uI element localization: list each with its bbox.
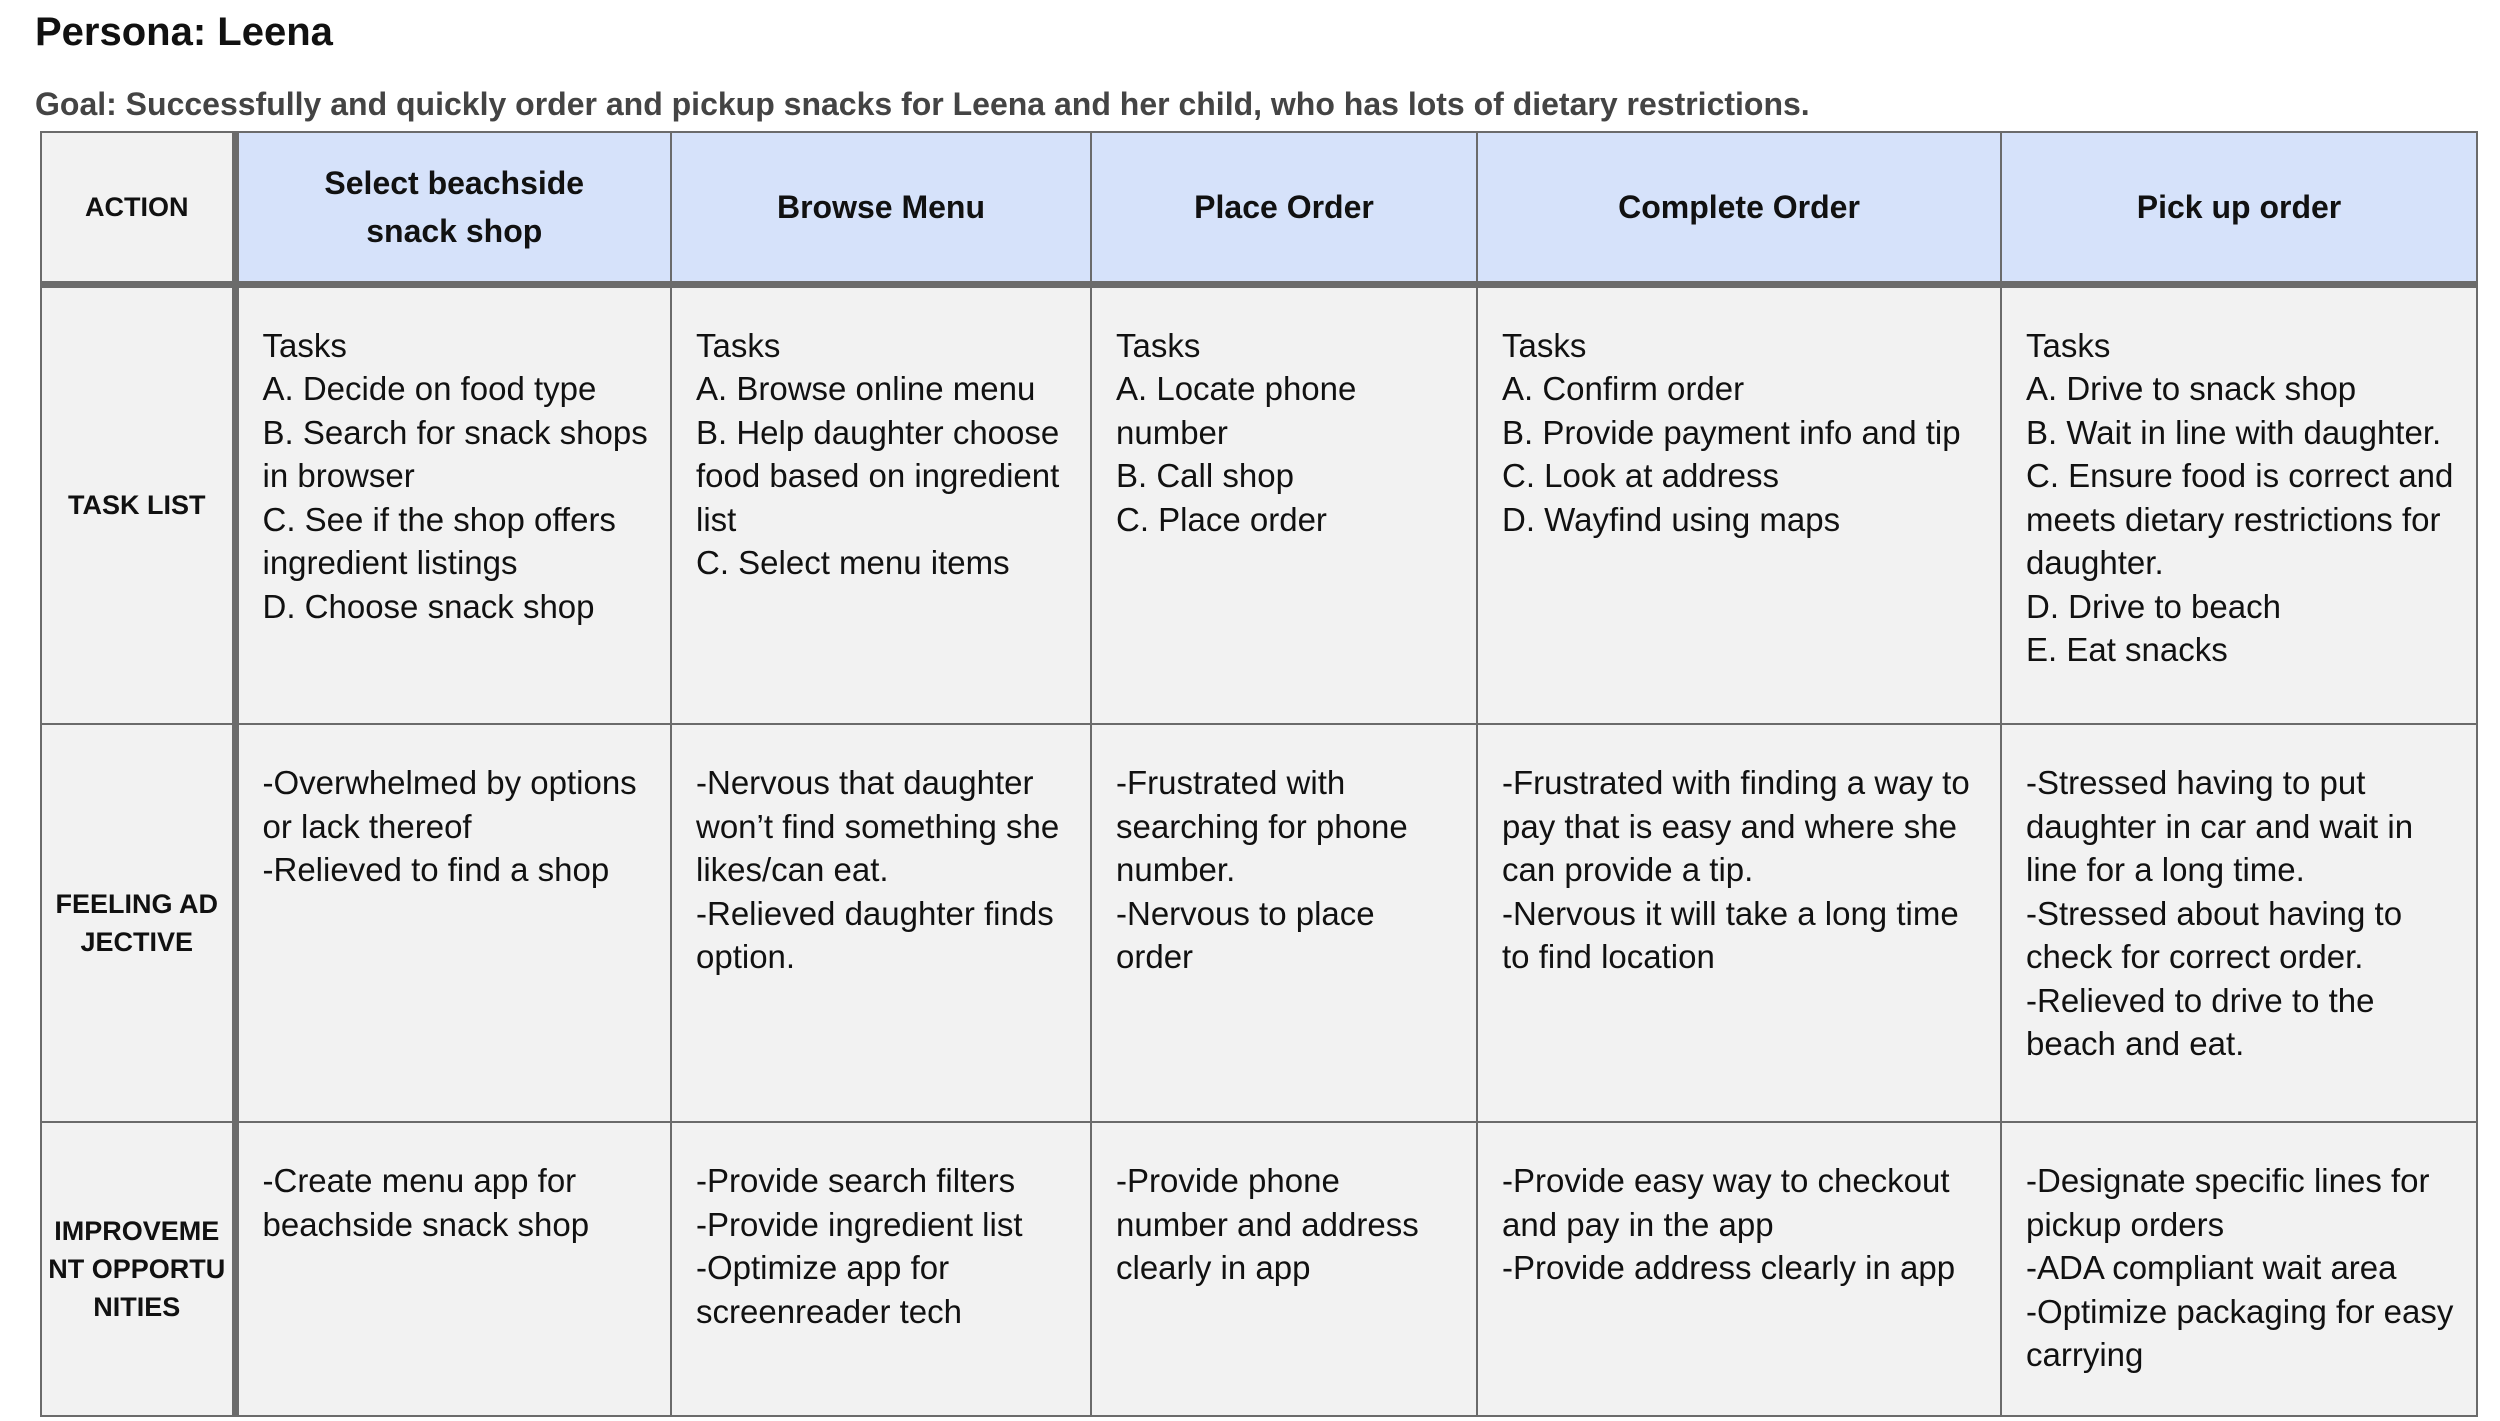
goal-statement: Goal: Successfully and quickly order and pickup snacks for Leena and her child, who has lots of dietary restrictions. <box>35 86 1810 122</box>
cell-line: A. Confirm order <box>1502 370 1745 407</box>
cell-line: -Frustrated with searching for phone number. <box>1116 764 1408 888</box>
cell-line: Tasks <box>1502 326 1587 364</box>
cell-line: D. Drive to beach <box>2026 587 2281 625</box>
cell-line: -Provide search filters <box>696 1162 1016 1199</box>
improvement-cell <box>1091 1122 1477 1416</box>
cell-line: C. Place order <box>1116 500 1327 538</box>
feeling-cell <box>1477 724 2001 1122</box>
task-cell <box>1477 284 2001 724</box>
cell-line: D. Choose snack shop <box>262 587 595 625</box>
row-header-action: ACTION <box>41 132 235 284</box>
improvement-cell <box>2001 1122 2477 1416</box>
task-cell <box>1091 284 1477 724</box>
cell-line: Tasks <box>2026 326 2111 364</box>
column-header: Pick up order <box>2001 132 2477 284</box>
cell-line: -Relieved daughter finds option. <box>696 894 1054 975</box>
cell-line: -Provide ingredient list <box>696 1205 1023 1243</box>
cell-line: C. Select menu items <box>696 544 1010 581</box>
cell-line: A. Browse online menu <box>696 370 1036 407</box>
cell-line: -Nervous that daughter won’t find something she likes/can eat. <box>696 764 1060 888</box>
cell-line: Tasks <box>1116 326 1201 364</box>
cell-line: Tasks <box>696 326 781 364</box>
cell-line: -Stressed having to put daughter in car and wait in line for a long time. <box>2026 764 2414 888</box>
cell-line: -Relieved to drive to the beach and eat. <box>2026 981 2375 1062</box>
cell-line: Tasks <box>262 326 347 364</box>
cell-line: B. Call shop <box>1116 457 1294 494</box>
row-header-task-list: TASK LIST <box>41 284 235 724</box>
cell-line: C. See if the shop offers ingredient listings <box>262 500 616 581</box>
column-header: Select beachside snack shop <box>235 132 671 284</box>
cell-line: -Designate specific lines for pickup orders <box>2026 1162 2430 1243</box>
feeling-cell <box>1091 724 1477 1122</box>
column-header: Complete Order <box>1477 132 2001 284</box>
feeling-cell <box>2001 724 2477 1122</box>
cell-line: D. Wayfind using maps <box>1502 500 1841 538</box>
cell-line: A. Locate phone number <box>1116 370 1357 451</box>
row-header-improvement: IMPROVEMENT OPPORTUNITIES <box>41 1122 235 1416</box>
feeling-cell <box>671 724 1091 1122</box>
journey-map-table <box>40 131 2478 1417</box>
cell-line: -Frustrated with finding a way to pay that is easy and where she can provide a tip. <box>1502 764 1970 888</box>
cell-line: -ADA compliant wait area <box>2026 1249 2397 1286</box>
cell-line: B. Help daughter choose food based on ingredient list <box>696 413 1060 538</box>
column-header: Browse Menu <box>671 132 1091 284</box>
task-list-row <box>41 284 2477 724</box>
improvement-cell <box>1477 1122 2001 1416</box>
cell-line: C. Ensure food is correct and meets dietary restrictions for daughter. <box>2026 457 2454 581</box>
cell-line: B. Wait in line with daughter. <box>2026 413 2442 451</box>
cell-line: C. Look at address <box>1502 457 1779 494</box>
cell-line: -Optimize app for screenreader tech <box>696 1249 962 1330</box>
column-header: Place Order <box>1091 132 1477 284</box>
cell-line: -Nervous to place order <box>1116 894 1375 975</box>
task-cell <box>235 284 671 724</box>
cell-line: E. Eat snacks <box>2026 631 2228 668</box>
action-row <box>41 132 2477 284</box>
cell-line: -Optimize packaging for easy carrying <box>2026 1292 2454 1373</box>
cell-line: -Overwhelmed by options or lack thereof <box>262 764 637 845</box>
cell-line: A. Decide on food type <box>262 370 597 407</box>
cell-line: -Provide easy way to checkout and pay in the app <box>1502 1162 1950 1243</box>
cell-line: B. Provide payment info and tip <box>1502 413 1961 451</box>
cell-line: -Relieved to find a shop <box>262 851 610 888</box>
improvement-cell <box>671 1122 1091 1416</box>
task-cell <box>671 284 1091 724</box>
feeling-row <box>41 724 2477 1122</box>
persona-title: Persona: Leena <box>35 10 333 54</box>
cell-line: A. Drive to snack shop <box>2026 370 2357 407</box>
cell-line: B. Search for snack shops in browser <box>262 413 648 494</box>
cell-line: -Provide address clearly in app <box>1502 1249 1956 1286</box>
improvement-cell <box>235 1122 671 1416</box>
cell-line: -Nervous it will take a long time to find location <box>1502 894 1959 975</box>
cell-line: -Create menu app for beachside snack shop <box>262 1162 590 1243</box>
row-header-feeling: FEELING ADJECTIVE <box>41 724 235 1122</box>
cell-line: -Stressed about having to check for correct order. <box>2026 894 2403 975</box>
cell-line: -Provide phone number and address clearly in app <box>1116 1162 1419 1286</box>
feeling-cell <box>235 724 671 1122</box>
task-cell <box>2001 284 2477 724</box>
improvement-row <box>41 1122 2477 1416</box>
